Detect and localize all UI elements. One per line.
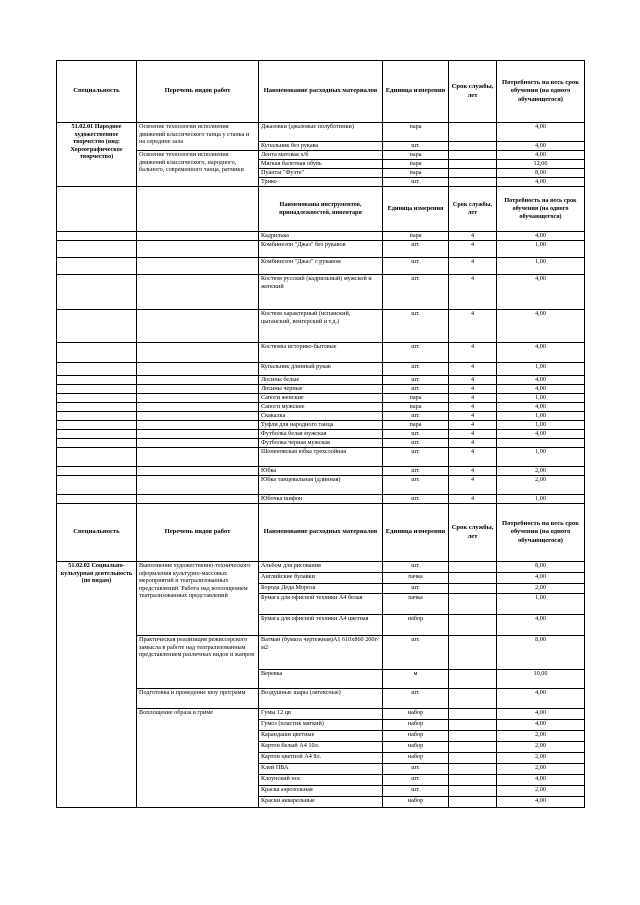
item-need: 12,00 — [497, 160, 585, 169]
table-row — [57, 636, 585, 670]
table-row — [57, 310, 585, 343]
item-unit: набор — [383, 731, 449, 742]
blank-cell — [57, 439, 137, 448]
item-unit: пара — [383, 160, 449, 169]
item-term: 4 — [449, 385, 497, 394]
header-materials: Наименование расходных материалов — [259, 504, 383, 562]
item-unit: шт. — [383, 363, 449, 376]
header-need: Потребность на весь срок обучения (на одного обучающегося) — [497, 504, 585, 562]
item-name: Английские булавки — [259, 573, 383, 584]
item-unit: пара — [383, 151, 449, 160]
item-term — [449, 753, 497, 764]
item-need: 1,00 — [497, 394, 585, 403]
item-need: 4,00 — [497, 403, 585, 412]
table-row — [57, 241, 585, 258]
item-term: 4 — [449, 310, 497, 343]
works-cell: Выполнение художественно-технического оформления культурно-массовых мероприятий и театрализованных представлений. Работа над воплощением театрализованных представлений — [137, 562, 259, 636]
item-name: Бумага для офисной техники А4 белая — [259, 594, 383, 615]
item-name: Футболка белая мужская — [259, 430, 383, 439]
table-row — [57, 394, 585, 403]
item-need: 8,00 — [497, 636, 585, 670]
blank-cell — [137, 275, 259, 310]
item-need: 1,00 — [497, 412, 585, 421]
item-name: Юбка — [259, 467, 383, 476]
item-term: 4 — [449, 448, 497, 467]
table-row — [57, 439, 585, 448]
table-row — [57, 467, 585, 476]
table-row — [57, 495, 585, 504]
item-need: 4,00 — [497, 385, 585, 394]
blank-cell — [57, 476, 137, 495]
item-term: 4 — [449, 430, 497, 439]
blank-cell — [137, 343, 259, 363]
item-term: 4 — [449, 421, 497, 430]
table-row — [57, 504, 585, 562]
item-need: 2,00 — [497, 764, 585, 775]
item-unit: шт. — [383, 430, 449, 439]
item-term — [449, 689, 497, 709]
item-need: 4,00 — [497, 232, 585, 241]
item-name: Клоунский нос — [259, 775, 383, 786]
table-row — [57, 363, 585, 376]
blank-cell — [137, 394, 259, 403]
table-header-row — [57, 61, 585, 123]
table-row — [57, 403, 585, 412]
item-unit: пачка — [383, 573, 449, 584]
item-term — [449, 670, 497, 689]
item-unit: пара — [383, 394, 449, 403]
item-name: Картон белый А4 10л. — [259, 742, 383, 753]
blank-cell — [57, 232, 137, 241]
item-unit: шт. — [383, 376, 449, 385]
item-need: 2,00 — [497, 467, 585, 476]
blank-cell — [137, 412, 259, 421]
item-unit: пара — [383, 123, 449, 142]
item-need: 1,00 — [497, 495, 585, 504]
item-term: 4 — [449, 403, 497, 412]
item-need: 1,00 — [497, 363, 585, 376]
table-row — [57, 385, 585, 394]
item-need: 1,00 — [497, 258, 585, 275]
item-term — [449, 160, 497, 169]
item-name: Мягкая балетная обувь — [259, 160, 383, 169]
item-need: 1,00 — [497, 241, 585, 258]
item-name: Сапоги женские — [259, 394, 383, 403]
blank-cell — [137, 476, 259, 495]
item-need: 4,00 — [497, 720, 585, 731]
item-unit: шт. — [383, 584, 449, 594]
blank-cell — [137, 376, 259, 385]
item-term — [449, 562, 497, 573]
table-row — [57, 376, 585, 385]
item-unit: набор — [383, 753, 449, 764]
item-unit: пара — [383, 169, 449, 178]
table-row — [57, 448, 585, 467]
blank-cell — [137, 232, 259, 241]
item-need: 4,00 — [497, 142, 585, 151]
item-need: 1,00 — [497, 594, 585, 615]
item-name: Сапоги мужские — [259, 403, 383, 412]
item-unit: шт. — [383, 412, 449, 421]
item-unit: пара — [383, 232, 449, 241]
table-row — [57, 476, 585, 495]
item-name: Веревка — [259, 670, 383, 689]
blank-cell — [57, 376, 137, 385]
item-name: Картон цветной А4 8л. — [259, 753, 383, 764]
table-row — [57, 187, 585, 232]
blank-cell — [57, 467, 137, 476]
table-row — [57, 275, 585, 310]
item-unit: шт. — [383, 439, 449, 448]
item-term — [449, 764, 497, 775]
item-name: Воздушные шары (латексные) — [259, 689, 383, 709]
blank-cell — [57, 241, 137, 258]
item-name: Гумоз (пластик мягкий) — [259, 720, 383, 731]
item-need: 4,00 — [497, 689, 585, 709]
item-term — [449, 731, 497, 742]
table-row — [57, 258, 585, 275]
table-row — [57, 232, 585, 241]
item-name: Комбинезон "Джаз" без рукавов — [259, 241, 383, 258]
blank-cell — [137, 187, 259, 232]
item-unit: пара — [383, 421, 449, 430]
blank-cell — [57, 363, 137, 376]
item-term — [449, 178, 497, 187]
header-specialty: Специальность — [57, 61, 137, 123]
specialty-cell: 51.02.02 Социально-культурная деятельность (по видам) — [57, 562, 137, 808]
blank-cell — [57, 310, 137, 343]
item-unit: шт. — [383, 775, 449, 786]
item-need: 1,00 — [497, 448, 585, 467]
table-row — [57, 123, 585, 142]
item-unit: шт. — [383, 310, 449, 343]
item-name: Краска аэрозольная — [259, 786, 383, 797]
item-unit: шт. — [383, 636, 449, 670]
item-name: Бумага для офисной техники А4 цветная — [259, 615, 383, 636]
item-need: 2,00 — [497, 476, 585, 495]
blank-cell — [137, 495, 259, 504]
item-need: 1,00 — [497, 421, 585, 430]
item-term — [449, 786, 497, 797]
item-unit: шт. — [383, 258, 449, 275]
item-name: Туфли для народного танца — [259, 421, 383, 430]
item-unit: шт. — [383, 178, 449, 187]
header-inventory-unit: Единица измерения — [383, 187, 449, 232]
header-term: Срок службы, лет — [449, 61, 497, 123]
item-term — [449, 775, 497, 786]
table-row — [57, 421, 585, 430]
header-unit: Единица измерения — [383, 504, 449, 562]
item-term — [449, 797, 497, 808]
item-unit: шт. — [383, 275, 449, 310]
blank-cell — [137, 241, 259, 258]
blank-cell — [57, 258, 137, 275]
item-need: 10,00 — [497, 670, 585, 689]
item-term: 4 — [449, 412, 497, 421]
item-name: Трико — [259, 178, 383, 187]
blank-cell — [137, 385, 259, 394]
table-row — [57, 709, 585, 720]
item-term: 4 — [449, 394, 497, 403]
item-need: 4,00 — [497, 430, 585, 439]
header-inventory-name: Наименованы инструментов, принадлежностей, инвентаря — [259, 187, 383, 232]
item-term — [449, 594, 497, 615]
table-row — [57, 562, 585, 573]
item-need: 2,00 — [497, 584, 585, 594]
blank-cell — [57, 187, 137, 232]
item-term: 4 — [449, 439, 497, 448]
header-materials: Наименование расходных материалов — [259, 61, 383, 123]
item-unit: шт. — [383, 689, 449, 709]
item-need: 4,00 — [497, 310, 585, 343]
item-term — [449, 720, 497, 731]
item-need: 4,00 — [497, 178, 585, 187]
item-need: 4,00 — [497, 775, 585, 786]
item-unit: м — [383, 670, 449, 689]
blank-cell — [137, 258, 259, 275]
item-need: 2,00 — [497, 753, 585, 764]
item-name: Костюм русский (кадрильный) мужской и женский — [259, 275, 383, 310]
header-unit: Единица измерения — [383, 61, 449, 123]
blank-cell — [137, 430, 259, 439]
blank-cell — [137, 363, 259, 376]
blank-cell — [57, 448, 137, 467]
works-cell: Освоение технологии исполнения движений классического, народного, бального, современного танца, ратмики — [137, 151, 259, 187]
item-name: Борода Деда Мороза — [259, 584, 383, 594]
works-cell: Подготовка и проведение шоу программ — [137, 689, 259, 709]
item-unit: пара — [383, 403, 449, 412]
blank-cell — [57, 385, 137, 394]
item-name: Юбочка шифон — [259, 495, 383, 504]
item-need: 4,00 — [497, 343, 585, 363]
item-name: Купальник длинный рукав — [259, 363, 383, 376]
item-term — [449, 636, 497, 670]
blank-cell — [57, 275, 137, 310]
item-name: Карандаши цветные — [259, 731, 383, 742]
item-unit: шт. — [383, 142, 449, 151]
item-need: 4,00 — [497, 123, 585, 142]
item-term: 4 — [449, 476, 497, 495]
item-unit: набор — [383, 615, 449, 636]
item-need: 4,00 — [497, 709, 585, 720]
item-name: Джазовки (джазовые полуботинки) — [259, 123, 383, 142]
item-unit: шт. — [383, 343, 449, 363]
item-term: 4 — [449, 376, 497, 385]
item-name: Гумы 12 цв — [259, 709, 383, 720]
item-need: 8,00 — [497, 562, 585, 573]
blank-cell — [57, 343, 137, 363]
item-name: Скакалка — [259, 412, 383, 421]
header-works: Перечень видов работ — [137, 61, 259, 123]
item-name: Юбка танцевальная (длинная) — [259, 476, 383, 495]
header-need: Потребность на весь срок обучения (на одного обучающегося) — [497, 61, 585, 123]
works-cell: Освоение технологии исполнения движений классического танца у станка и на середине зала — [137, 123, 259, 151]
item-name: Костюм характерный (испанский, цыганский, венгерский и т.д.) — [259, 310, 383, 343]
item-term: 4 — [449, 258, 497, 275]
header-term: Срок службы, лет — [449, 504, 497, 562]
item-unit: шт. — [383, 448, 449, 467]
item-need: 4,00 — [497, 573, 585, 584]
blank-cell — [137, 403, 259, 412]
item-need: 4,00 — [497, 797, 585, 808]
item-unit: шт. — [383, 241, 449, 258]
item-unit: набор — [383, 797, 449, 808]
table-row — [57, 430, 585, 439]
item-unit: набор — [383, 720, 449, 731]
item-term: 4 — [449, 275, 497, 310]
item-need: 2,00 — [497, 742, 585, 753]
works-cell: Практическая реализация режиссерского замысла в работе над театрализованным представлением различных видов и жанров — [137, 636, 259, 689]
item-term: 4 — [449, 343, 497, 363]
header-inventory-term: Срок службы, лет — [449, 187, 497, 232]
item-term — [449, 123, 497, 142]
header-works: Перечень видов работ — [137, 504, 259, 562]
item-name: Альбом для рисования — [259, 562, 383, 573]
resource-table — [56, 60, 585, 808]
item-unit: шт. — [383, 786, 449, 797]
blank-cell — [57, 403, 137, 412]
item-name: Шопеновская юбка трехслойная — [259, 448, 383, 467]
item-name: Краски акварельные — [259, 797, 383, 808]
item-unit: шт. — [383, 476, 449, 495]
item-term: 4 — [449, 467, 497, 476]
item-term: 4 — [449, 241, 497, 258]
item-need: 8,00 — [497, 169, 585, 178]
item-name: Футболка черная мужская — [259, 439, 383, 448]
item-name: Пуанты "Фуэте" — [259, 169, 383, 178]
item-unit: шт. — [383, 385, 449, 394]
works-cell: Воплощение образа в гриме — [137, 709, 259, 808]
blank-cell — [137, 439, 259, 448]
item-need: 4,00 — [497, 615, 585, 636]
item-need: 4,00 — [497, 151, 585, 160]
item-need: 4,00 — [497, 376, 585, 385]
blank-cell — [57, 394, 137, 403]
blank-cell — [137, 467, 259, 476]
item-need — [497, 439, 585, 448]
item-unit: шт. — [383, 764, 449, 775]
blank-cell — [137, 310, 259, 343]
item-unit: шт. — [383, 467, 449, 476]
specialty-cell: 51.02.01 Народное художественное творчество (вид: Хореографическое творчество) — [57, 123, 137, 187]
item-name: Ватман (бумага чертежная)А1 610х860 200г/м2 — [259, 636, 383, 670]
blank-cell — [57, 412, 137, 421]
header-inventory-need: Потребность на весь срок обучения (на одного обучающегося) — [497, 187, 585, 232]
item-unit: шт. — [383, 495, 449, 504]
item-name: Купальник без рукава — [259, 142, 383, 151]
item-term: 4 — [449, 363, 497, 376]
table-row — [57, 412, 585, 421]
blank-cell — [57, 495, 137, 504]
item-name: Кадрилька — [259, 232, 383, 241]
item-unit: шт. — [383, 562, 449, 573]
blank-cell — [137, 448, 259, 467]
blank-cell — [57, 430, 137, 439]
item-term: 4 — [449, 495, 497, 504]
item-unit: набор — [383, 709, 449, 720]
item-need: 4,00 — [497, 275, 585, 310]
item-name: Костюмы историко-бытовые — [259, 343, 383, 363]
item-name: Клей ПВА — [259, 764, 383, 775]
item-need: 2,00 — [497, 731, 585, 742]
item-unit: пачка — [383, 594, 449, 615]
blank-cell — [137, 421, 259, 430]
item-term — [449, 584, 497, 594]
item-term — [449, 742, 497, 753]
item-term — [449, 142, 497, 151]
item-term — [449, 615, 497, 636]
item-name: Лента матовая х/б — [259, 151, 383, 160]
item-term — [449, 573, 497, 584]
item-name: Лосины белые — [259, 376, 383, 385]
item-term — [449, 169, 497, 178]
blank-cell — [57, 421, 137, 430]
item-unit: набор — [383, 742, 449, 753]
item-need: 2,00 — [497, 786, 585, 797]
table-row — [57, 343, 585, 363]
table-row — [57, 151, 585, 160]
item-term — [449, 151, 497, 160]
header-specialty: Специальность — [57, 504, 137, 562]
item-term: 4 — [449, 232, 497, 241]
table-row — [57, 689, 585, 709]
item-name: Комбинезон "Джаз" с рукавом — [259, 258, 383, 275]
item-name: Лосины черные — [259, 385, 383, 394]
item-term — [449, 709, 497, 720]
